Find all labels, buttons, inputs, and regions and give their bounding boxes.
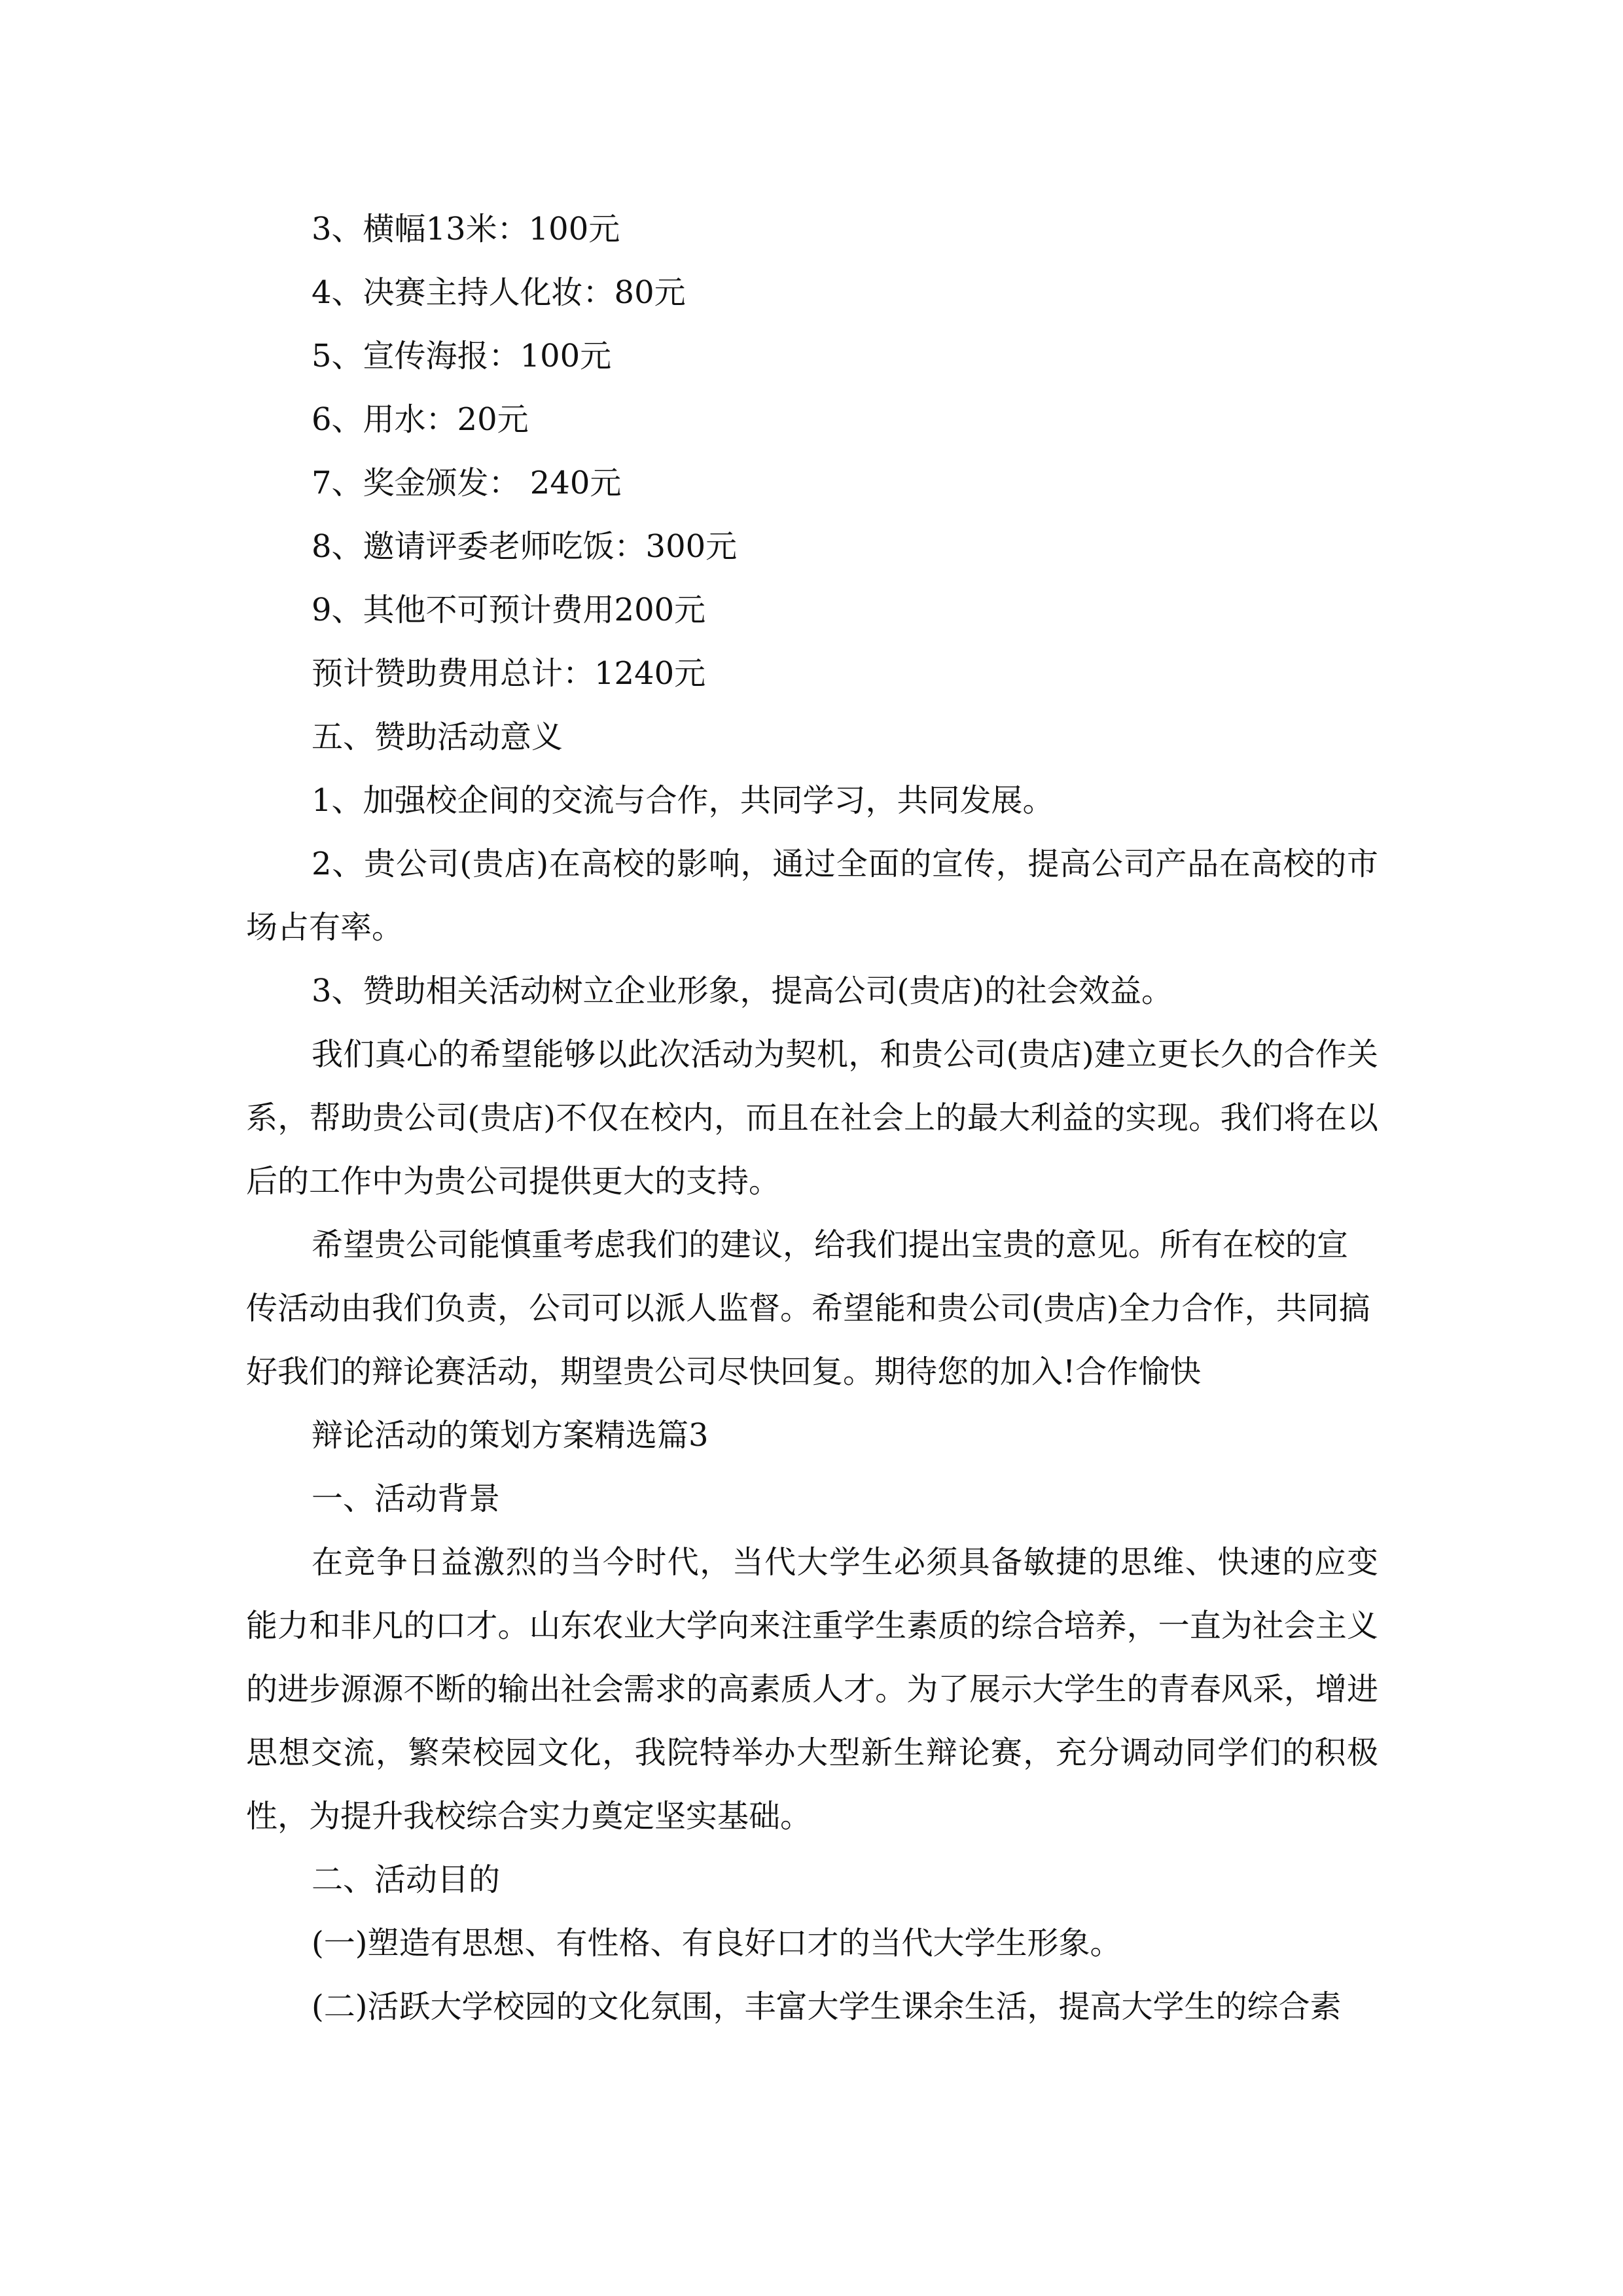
budget-total: 预计赞助费用总计：1240元 bbox=[312, 655, 706, 692]
purpose-item-2: (二)活跃大学校园的文化氛围，丰富大学生课余生活，提高大学生的综合素 bbox=[312, 1988, 1342, 2025]
document-body bbox=[246, 198, 1378, 2039]
budget-item-poster: 5、宣传海报：100元 bbox=[312, 338, 612, 374]
section-heading-background: 一、活动背景 bbox=[312, 1480, 501, 1517]
budget-item-prize: 7、奖金颁发： 240元 bbox=[312, 465, 622, 501]
paragraph-cooperation: 我们真心的希望能够以此次活动为契机，和贵公司(贵店)建立更长久的合作关系，帮助贵公司(贵店)不仅在校内，而且在社会上的最大利益的实现。我们将在以后的工作中为贵公司提供更大的支持。 bbox=[246, 1036, 1378, 1200]
paragraph-closing: 希望贵公司能慎重考虑我们的建议，给我们提出宝贵的意见。所有在校的宣传活动由我们负责，公司可以派人监督。希望能和贵公司(贵店)全力合作，共同搞好我们的辩论赛活动，期望贵公司尽快回复。期待您的加入!合作愉快 bbox=[246, 1227, 1370, 1390]
article-title: 辩论活动的策划方案精选篇3 bbox=[312, 1417, 709, 1454]
significance-item-3: 3、赞助相关活动树立企业形象，提高公司(贵店)的社会效益。 bbox=[312, 973, 1173, 1009]
budget-item-makeup: 4、决赛主持人化妆：80元 bbox=[312, 274, 686, 311]
budget-item-other: 9、其他不可预计费用200元 bbox=[312, 592, 706, 628]
budget-item-water: 6、用水：20元 bbox=[312, 401, 529, 438]
paragraph-background: 在竞争日益激烈的当今时代，当代大学生必须具备敏捷的思维、快速的应变能力和非凡的口才。山东农业大学向来注重学生素质的综合培养，一直为社会主义的进步源源不断的输出社会需求的高素质人才。为了展示大学生的青春风采，增进思想交流，繁荣校园文化，我院特举办大型新生辩论赛，充分调动同学们的积极性，为提升我校综合实力奠定坚实基础。 bbox=[246, 1544, 1378, 1835]
section-heading-purpose: 二、活动目的 bbox=[312, 1861, 501, 1898]
significance-item-2: 2、贵公司(贵店)在高校的影响，通过全面的宣传，提高公司产品在高校的市场占有率。 bbox=[246, 846, 1378, 946]
budget-item-banner: 3、横幅13米：100元 bbox=[312, 211, 620, 247]
budget-item-dinner: 8、邀请评委老师吃饭：300元 bbox=[312, 528, 738, 565]
purpose-item-1: (一)塑造有思想、有性格、有良好口才的当代大学生形象。 bbox=[312, 1925, 1122, 1962]
section-heading-significance: 五、赞助活动意义 bbox=[312, 719, 563, 755]
significance-item-1: 1、加强校企间的交流与合作，共同学习，共同发展。 bbox=[312, 782, 1054, 819]
